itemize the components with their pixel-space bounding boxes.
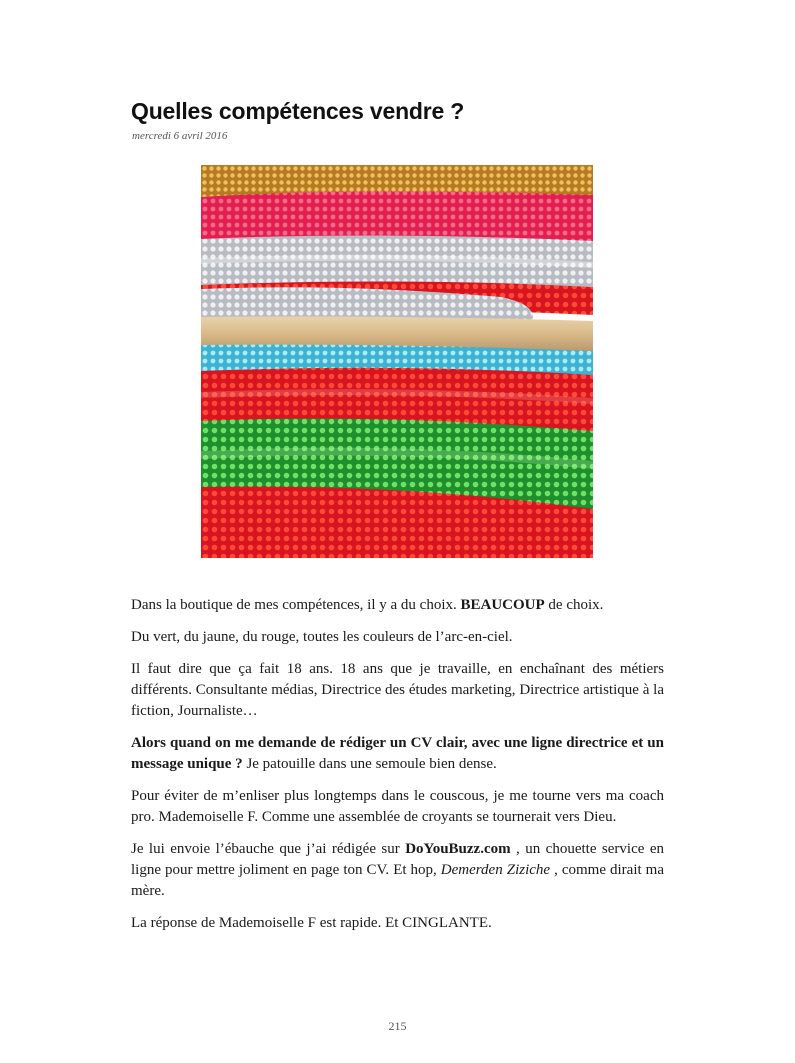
sequin-fabrics-photo [201,165,593,558]
emphasis-question: Alors quand on me demande de rédiger un CV clair, avec une ligne directrice et un message unique ? [131,735,664,772]
paragraph-5: Pour éviter de m’enliser plus longtemps dans le couscous, je me tourne vers ma coach pro. Mademoiselle F. Comme une assemblée de croyants se tournerait vers Dieu. [131,788,664,825]
doyoubuzz-link-text: DoYouBuzz.com [405,841,511,857]
article-title: Quelles compétences vendre ? [131,98,465,124]
emphasis-beaucoup: BEAUCOUP [460,597,545,613]
paragraph-2: Du vert, du jaune, du rouge, toutes les couleurs de l’arc-en-ciel. [131,629,513,645]
article-body [131,595,664,945]
paragraph-1: Dans la boutique de mes compétences, il y a du choix. BEAUCOUP de choix. [131,597,604,613]
paragraph-3: Il faut dire que ça fait 18 ans. 18 ans que je travaille, en enchaînant des métiers différents. Consultante médias, Directrice des études marketing, Directrice artistique à la fiction, Journaliste… [131,661,664,719]
emphasis-demerden: Demerden Ziziche [440,862,551,878]
paragraph-4: Alors quand on me demande de rédiger un CV clair, avec une ligne directrice et un message unique ? Je patouille dans une semoule bien dense. [131,735,664,772]
paragraph-7: La réponse de Mademoiselle F est rapide. Et CINGLANTE. [131,915,492,931]
article-date: mercredi 6 avril 2016 [132,130,228,142]
page-number: 215 [388,1019,407,1033]
paragraph-6: Je lui envoie l’ébauche que j’ai rédigée sur DoYouBuzz.com , un chouette service en ligne pour mettre joliment en page ton CV. Et hop, Demerden Ziziche , comme dirait ma mère. [131,841,664,899]
